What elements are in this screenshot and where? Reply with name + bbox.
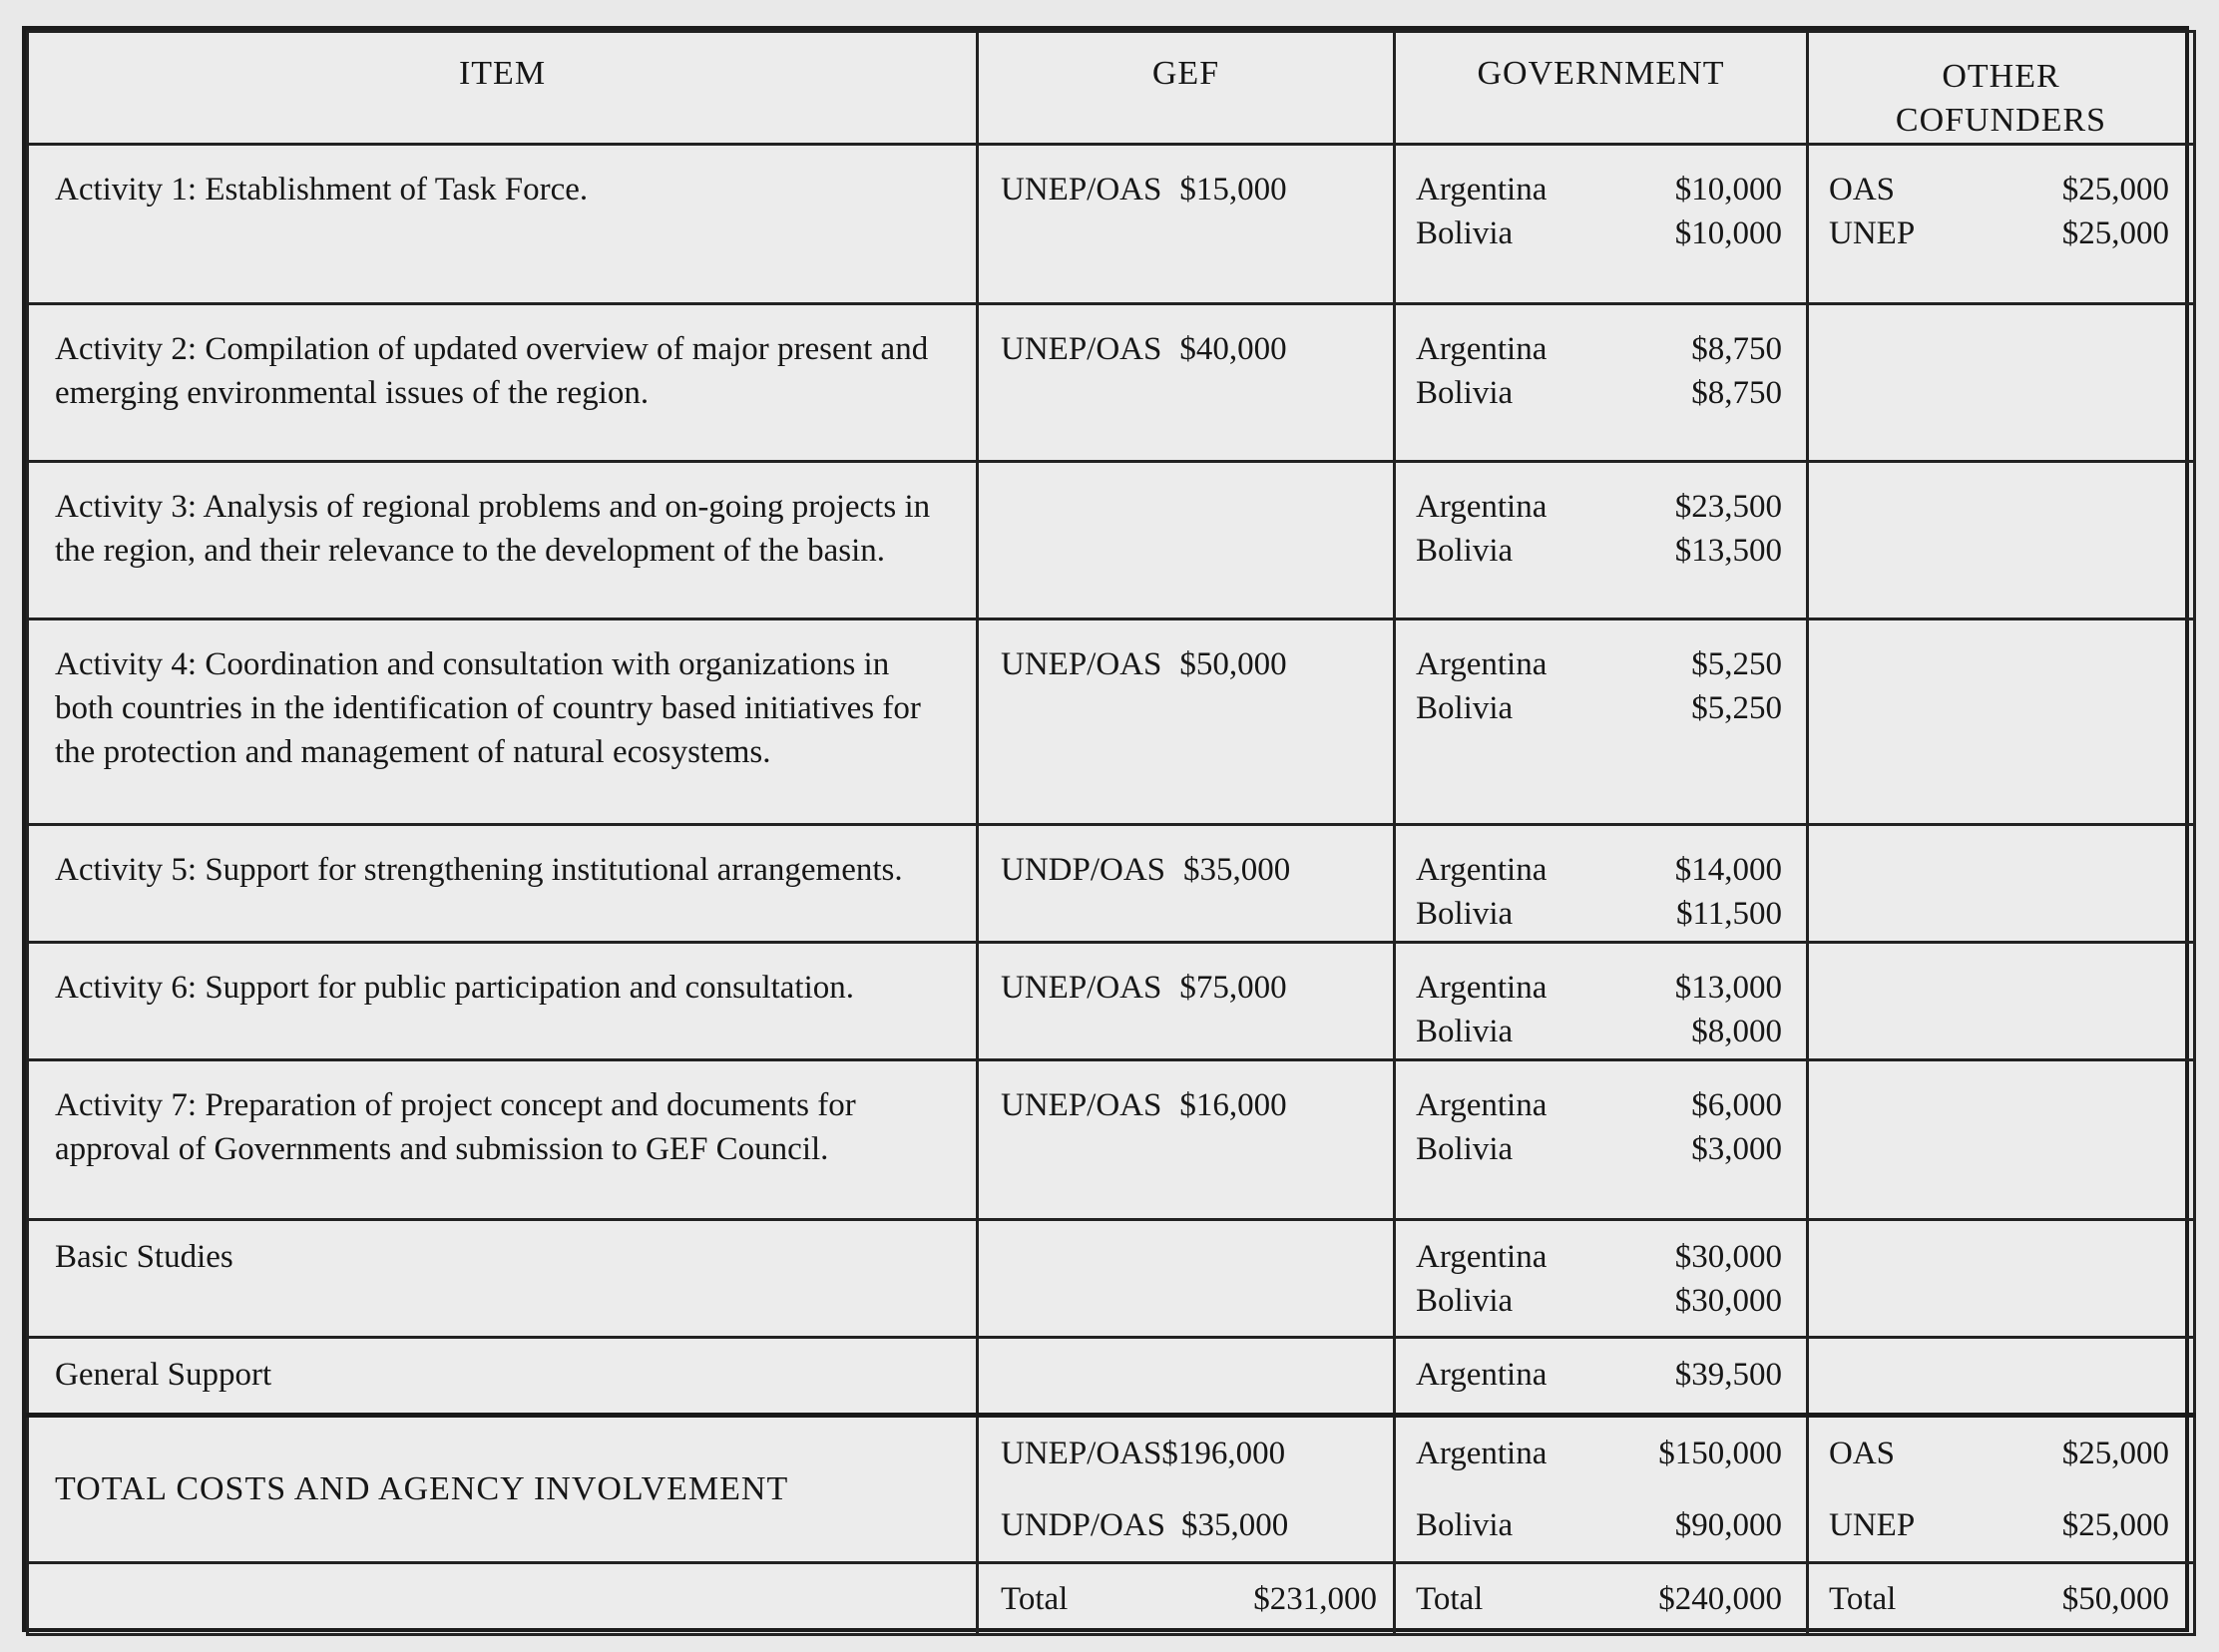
government-entry-label: Argentina bbox=[1416, 331, 1548, 367]
government-entry bbox=[1416, 1279, 1782, 1323]
gef-cell bbox=[978, 145, 1395, 304]
other-cofunders-cell bbox=[1808, 1220, 2195, 1338]
gef-grand-total-cell bbox=[978, 1563, 1395, 1635]
item-cell: General Support bbox=[28, 1338, 978, 1416]
gef-cell bbox=[978, 943, 1395, 1060]
table-row bbox=[28, 1338, 2195, 1416]
table-row bbox=[28, 1060, 2195, 1220]
government-entry bbox=[1416, 1010, 1782, 1053]
gef-entry-amount: $16,000 bbox=[1179, 1087, 1287, 1123]
other-cofunders-cell bbox=[1808, 462, 2195, 620]
government-cell bbox=[1395, 825, 1808, 943]
budget-table-document bbox=[22, 26, 2189, 1632]
other-cofunder-entry-amount: $25,000 bbox=[2061, 215, 2169, 251]
government-entry-amount: $11,500 bbox=[1675, 896, 1782, 932]
government-cell bbox=[1395, 1220, 1808, 1338]
item-cell: Activity 4: Coordination and consultation with organizations in both countries in the identification of country based initiatives for the protection and management of natural ecosystems. bbox=[28, 620, 978, 825]
gef-entry bbox=[1001, 966, 1381, 1010]
header-other-cofunders: OTHER COFUNDERS bbox=[1808, 32, 2195, 145]
gef-entry-label: UNEP/OAS bbox=[1001, 970, 1162, 1006]
government-entry-label: Bolivia bbox=[1416, 533, 1514, 569]
government-entry-amount: $8,750 bbox=[1691, 375, 1782, 411]
item-cell: Activity 3: Analysis of regional problems and on-going projects in the region, and their relevance to the development of the basin. bbox=[28, 462, 978, 620]
other-grand-total-amount: $50,000 bbox=[2061, 1580, 2169, 1617]
government-entry-amount: $30,000 bbox=[1674, 1239, 1782, 1275]
other-total-entry-label: OAS bbox=[1829, 1435, 1896, 1471]
gef-entry-amount: $75,000 bbox=[1179, 970, 1287, 1006]
header-row bbox=[28, 32, 2195, 145]
gef-cell bbox=[978, 304, 1395, 462]
table-row bbox=[28, 825, 2195, 943]
item-cell: Activity 7: Preparation of project concept and documents for approval of Governments and submission to GEF Council. bbox=[28, 1060, 978, 1220]
other-cofunders-cell bbox=[1808, 145, 2195, 304]
government-entry bbox=[1416, 848, 1782, 892]
gef-cell bbox=[978, 620, 1395, 825]
gef-entry-label: UNEP/OAS bbox=[1001, 646, 1162, 682]
government-entry-label: Bolivia bbox=[1416, 1283, 1514, 1319]
government-total-entry bbox=[1396, 1489, 1806, 1561]
government-grand-total-amount: $240,000 bbox=[1658, 1580, 1782, 1617]
gef-grand-total bbox=[979, 1577, 1393, 1621]
government-entry-amount: $5,250 bbox=[1691, 690, 1782, 726]
government-entry bbox=[1416, 1235, 1782, 1279]
government-entry-label: Argentina bbox=[1416, 852, 1548, 888]
grand-total-row bbox=[28, 1563, 2195, 1635]
government-entry-amount: $5,250 bbox=[1691, 646, 1782, 682]
item-cell: Activity 1: Establishment of Task Force. bbox=[28, 145, 978, 304]
government-cell bbox=[1395, 145, 1808, 304]
gef-entry-label: UNDP/OAS bbox=[1001, 852, 1166, 888]
government-cell bbox=[1395, 1060, 1808, 1220]
gef-entry bbox=[1001, 1083, 1381, 1127]
other-cofunder-entry bbox=[1829, 211, 2169, 255]
header-gef: GEF bbox=[978, 32, 1395, 145]
other-cofunder-entry bbox=[1829, 168, 2169, 211]
other-total-entry-label: UNEP bbox=[1829, 1506, 1916, 1543]
gef-total-entry-amount: $35,000 bbox=[1181, 1506, 1289, 1543]
government-entry-amount: $13,000 bbox=[1674, 970, 1782, 1006]
gef-grand-total-label: Total bbox=[1001, 1580, 1069, 1617]
government-cell bbox=[1395, 304, 1808, 462]
government-entry-label: Bolivia bbox=[1416, 215, 1514, 251]
government-entry bbox=[1416, 1127, 1782, 1171]
gef-cell bbox=[978, 825, 1395, 943]
other-cofunder-entry-label: UNEP bbox=[1829, 215, 1916, 251]
gef-total-entry-label: UNEP/OAS bbox=[1001, 1435, 1162, 1471]
other-cofunders-cell bbox=[1808, 304, 2195, 462]
government-grand-total bbox=[1396, 1577, 1806, 1621]
government-cell bbox=[1395, 462, 1808, 620]
government-entry bbox=[1416, 1353, 1782, 1397]
government-entry bbox=[1416, 686, 1782, 730]
government-grand-total-label: Total bbox=[1416, 1580, 1484, 1617]
gef-entry bbox=[1001, 168, 1381, 211]
government-total-entry-amount: $90,000 bbox=[1674, 1506, 1782, 1543]
government-entry bbox=[1416, 529, 1782, 573]
gef-entry bbox=[1001, 327, 1381, 371]
government-entry-label: Argentina bbox=[1416, 1357, 1548, 1393]
other-grand-total-label: Total bbox=[1829, 1580, 1897, 1617]
header-item: ITEM bbox=[28, 32, 978, 145]
government-entry bbox=[1416, 211, 1782, 255]
government-cell bbox=[1395, 943, 1808, 1060]
budget-table bbox=[26, 30, 2196, 1636]
other-cofunders-cell bbox=[1808, 825, 2195, 943]
other-cofunders-cell bbox=[1808, 1060, 2195, 1220]
item-cell: Basic Studies bbox=[28, 1220, 978, 1338]
government-entry-label: Argentina bbox=[1416, 970, 1548, 1006]
gef-cell bbox=[978, 462, 1395, 620]
government-entry bbox=[1416, 966, 1782, 1010]
other-total-entry bbox=[1809, 1418, 2193, 1489]
gef-grand-total-amount: $231,000 bbox=[1253, 1580, 1377, 1617]
other-totals-cell bbox=[1808, 1416, 2195, 1563]
grand-total-blank-cell bbox=[28, 1563, 978, 1635]
other-grand-total bbox=[1809, 1577, 2193, 1621]
other-cofunders-cell bbox=[1808, 943, 2195, 1060]
government-entry-amount: $10,000 bbox=[1674, 172, 1782, 207]
gef-cell bbox=[978, 1060, 1395, 1220]
government-total-entry-label: Bolivia bbox=[1416, 1506, 1514, 1543]
government-entry-amount: $39,500 bbox=[1674, 1357, 1782, 1393]
gef-entry-label: UNEP/OAS bbox=[1001, 1087, 1162, 1123]
government-entry bbox=[1416, 371, 1782, 415]
item-cell: Activity 6: Support for public participation and consultation. bbox=[28, 943, 978, 1060]
gef-total-entry bbox=[979, 1418, 1393, 1489]
other-cofunders-cell bbox=[1808, 1338, 2195, 1416]
table-row bbox=[28, 462, 2195, 620]
table-row bbox=[28, 304, 2195, 462]
gef-entry-amount: $35,000 bbox=[1183, 852, 1291, 888]
other-total-entry bbox=[1809, 1489, 2193, 1561]
gef-entry bbox=[1001, 642, 1381, 686]
gef-entry-label: UNEP/OAS bbox=[1001, 331, 1162, 367]
table-row bbox=[28, 943, 2195, 1060]
other-cofunder-entry-label: OAS bbox=[1829, 172, 1896, 207]
government-entry-label: Bolivia bbox=[1416, 1131, 1514, 1167]
gef-entry-amount: $40,000 bbox=[1179, 331, 1287, 367]
gef-cell bbox=[978, 1220, 1395, 1338]
government-entry-amount: $6,000 bbox=[1691, 1087, 1782, 1123]
government-grand-total-cell bbox=[1395, 1563, 1808, 1635]
government-entry-amount: $23,500 bbox=[1674, 489, 1782, 525]
other-total-entry-amount: $25,000 bbox=[2061, 1506, 2169, 1543]
other-cofunder-entry-amount: $25,000 bbox=[2061, 172, 2169, 207]
government-entry bbox=[1416, 892, 1782, 936]
government-entry-amount: $8,750 bbox=[1691, 331, 1782, 367]
gef-totals-cell bbox=[978, 1416, 1395, 1563]
government-entry-amount: $30,000 bbox=[1674, 1283, 1782, 1319]
government-entry-amount: $8,000 bbox=[1691, 1014, 1782, 1049]
total-costs-label: TOTAL COSTS AND AGENCY INVOLVEMENT bbox=[28, 1416, 978, 1563]
other-cofunders-cell bbox=[1808, 620, 2195, 825]
government-entry-label: Bolivia bbox=[1416, 896, 1514, 932]
government-entry-amount: $3,000 bbox=[1691, 1131, 1782, 1167]
government-entry-amount: $14,000 bbox=[1674, 852, 1782, 888]
government-entry-label: Argentina bbox=[1416, 172, 1548, 207]
government-entry-label: Argentina bbox=[1416, 1239, 1548, 1275]
government-entry bbox=[1416, 168, 1782, 211]
government-entry-amount: $13,500 bbox=[1674, 533, 1782, 569]
item-cell: Activity 2: Compilation of updated overview of major present and emerging environmental issues of the region. bbox=[28, 304, 978, 462]
government-total-entry bbox=[1396, 1418, 1806, 1489]
gef-entry-amount: $15,000 bbox=[1179, 172, 1287, 207]
item-cell: Activity 5: Support for strengthening institutional arrangements. bbox=[28, 825, 978, 943]
government-total-entry-amount: $150,000 bbox=[1658, 1435, 1782, 1471]
government-entry bbox=[1416, 642, 1782, 686]
government-cell bbox=[1395, 1338, 1808, 1416]
gef-entry-amount: $50,000 bbox=[1179, 646, 1287, 682]
government-entry-label: Argentina bbox=[1416, 646, 1548, 682]
government-entry-label: Bolivia bbox=[1416, 1014, 1514, 1049]
gef-cell bbox=[978, 1338, 1395, 1416]
gef-entry-label: UNEP/OAS bbox=[1001, 172, 1162, 207]
government-total-entry-label: Argentina bbox=[1416, 1435, 1548, 1471]
gef-total-entry bbox=[979, 1489, 1393, 1561]
table-row bbox=[28, 1220, 2195, 1338]
table-row bbox=[28, 620, 2195, 825]
table-row bbox=[28, 145, 2195, 304]
government-entry bbox=[1416, 1083, 1782, 1127]
government-cell bbox=[1395, 620, 1808, 825]
government-totals-cell bbox=[1395, 1416, 1808, 1563]
government-entry-label: Argentina bbox=[1416, 1087, 1548, 1123]
government-entry bbox=[1416, 327, 1782, 371]
header-government: GOVERNMENT bbox=[1395, 32, 1808, 145]
government-entry bbox=[1416, 485, 1782, 529]
government-entry-label: Bolivia bbox=[1416, 690, 1514, 726]
other-grand-total-cell bbox=[1808, 1563, 2195, 1635]
total-costs-row bbox=[28, 1416, 2195, 1563]
gef-total-entry-label: UNDP/OAS bbox=[1001, 1506, 1166, 1543]
gef-total-entry-amount: $196,000 bbox=[1161, 1435, 1286, 1471]
other-total-entry-amount: $25,000 bbox=[2061, 1435, 2169, 1471]
gef-entry bbox=[1001, 848, 1381, 892]
government-entry-label: Bolivia bbox=[1416, 375, 1514, 411]
government-entry-amount: $10,000 bbox=[1674, 215, 1782, 251]
government-entry-label: Argentina bbox=[1416, 489, 1548, 525]
